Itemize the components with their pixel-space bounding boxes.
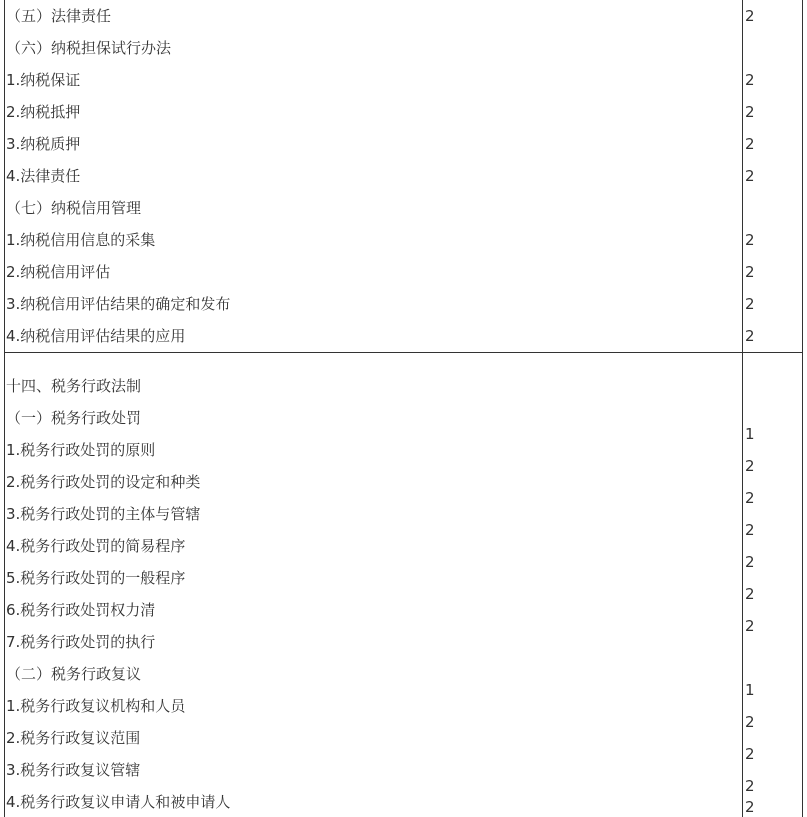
row-text: 5.税务行政处罚的一般程序 [6, 569, 186, 587]
row-text: 3.纳税质押 [6, 135, 81, 153]
row-text: 2.税务行政复议范围 [6, 729, 141, 747]
row-num: 2 [745, 585, 755, 603]
row-text: （五）法律责任 [6, 7, 112, 25]
row-text: （二）税务行政复议 [6, 665, 142, 683]
row-text: 1.纳税保证 [6, 71, 81, 89]
row-num: 2 [745, 489, 755, 507]
row-text: 7.税务行政处罚的执行 [6, 633, 156, 651]
row-num: 2 [745, 457, 755, 475]
row-num: 2 [745, 745, 755, 763]
row-text: （一）税务行政处罚 [6, 409, 142, 427]
row-divider [4, 352, 803, 353]
row-text: 6.税务行政处罚权力清 [6, 601, 156, 619]
row-num: 2 [745, 327, 755, 345]
right-border [802, 0, 803, 817]
row-text: 4.纳税信用评估结果的应用 [6, 327, 186, 345]
row-num: 1 [745, 425, 755, 443]
row-num: 2 [745, 713, 755, 731]
row-text: 1.税务行政复议机构和人员 [6, 697, 186, 715]
row-num: 2 [745, 798, 755, 816]
row-text: 3.税务行政处罚的主体与管辖 [6, 505, 201, 523]
row-text: 4.法律责任 [6, 167, 81, 185]
column-divider [742, 0, 743, 817]
row-num: 2 [745, 71, 755, 89]
row-text: （七）纳税信用管理 [6, 199, 142, 217]
row-num: 2 [745, 777, 755, 795]
row-text: 2.纳税抵押 [6, 103, 81, 121]
row-text: 2.税务行政处罚的设定和种类 [6, 473, 201, 491]
row-text: （六）纳税担保试行办法 [6, 39, 172, 57]
row-num: 2 [745, 103, 755, 121]
row-text: 4.税务行政处罚的简易程序 [6, 537, 186, 555]
row-text: 1.纳税信用信息的采集 [6, 231, 156, 249]
row-num: 2 [745, 167, 755, 185]
row-num: 2 [745, 263, 755, 281]
row-num: 1 [745, 681, 755, 699]
row-text: 4.税务行政复议申请人和被申请人 [6, 793, 231, 811]
left-border [4, 0, 5, 817]
row-num: 2 [745, 521, 755, 539]
row-text: 2.纳税信用评估 [6, 263, 111, 281]
row-text: 3.税务行政复议管辖 [6, 761, 141, 779]
row-text: 3.纳税信用评估结果的确定和发布 [6, 295, 231, 313]
row-num: 2 [745, 231, 755, 249]
chapter-title: 十四、税务行政法制 [6, 377, 142, 395]
row-num: 2 [745, 553, 755, 571]
row-num: 2 [745, 135, 755, 153]
row-text: 1.税务行政处罚的原则 [6, 441, 156, 459]
row-num: 2 [745, 295, 755, 313]
row-num: 2 [745, 7, 755, 25]
row-num: 2 [745, 617, 755, 635]
